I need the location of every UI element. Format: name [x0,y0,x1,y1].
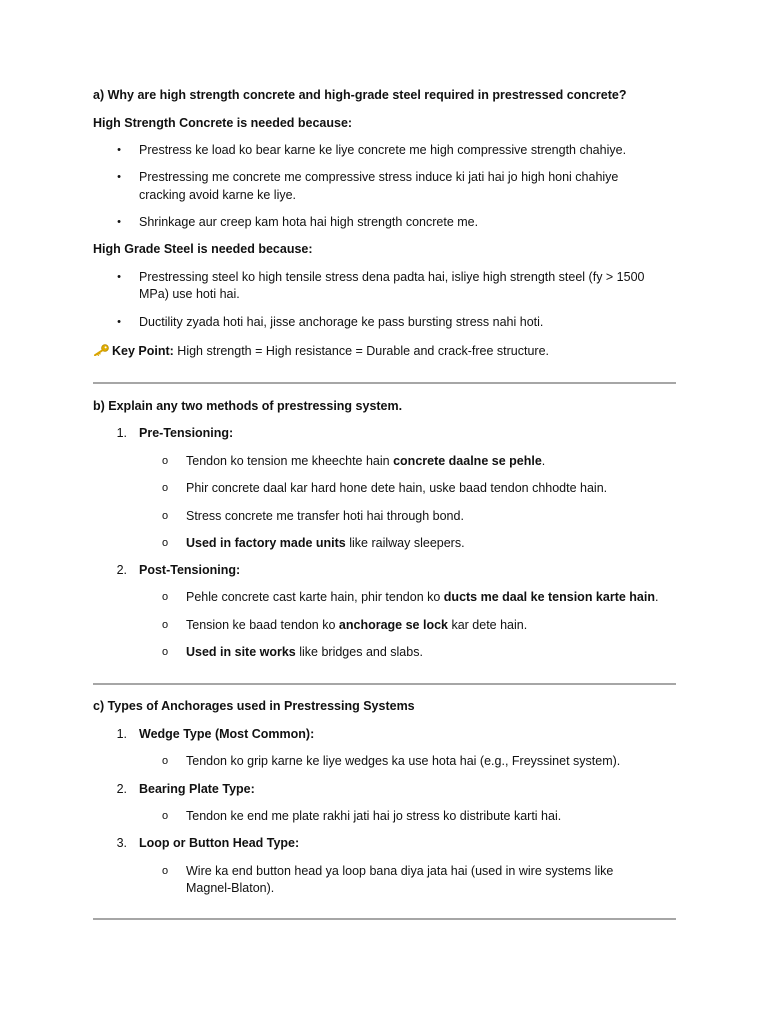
method-2-item-1 [186,589,658,606]
section-divider [93,382,676,384]
text-segment: . [654,590,659,604]
anchorage-type-3-title: Loop or Button Head Type: [139,836,300,850]
text-segment: Pehle concrete cast karte hain, phir tendon ko [186,590,444,604]
key-point [93,343,549,360]
sub-bullet: o [161,619,169,631]
list-number: 2. [116,563,127,577]
list-number: 1. [116,727,127,741]
sub-bullet: o [161,455,169,467]
method-2-title: Post-Tensioning: [139,563,241,577]
anchorage-type-1-title: Wedge Type (Most Common): [139,727,315,741]
text-segment: like railway sleepers. [345,536,465,550]
key-icon [93,344,109,356]
anchorage-type-1-item: Tendon ko grip karne ke liye wedges ka use hota hai (e.g., Freyssinet system). [186,754,621,768]
sub-bullet: o [161,865,169,877]
method-1-title: Pre-Tensioning: [139,426,234,440]
section-b-heading: b) Explain any two methods of prestressing system. [93,399,403,413]
emphasis: Used in site works [186,645,296,659]
text-segment: Tension ke baad tendon ko [186,618,339,632]
section-a-heading: a) Why are high strength concrete and high-grade steel required in prestressed concrete? [93,88,627,102]
hgs-item-2: Ductility zyada hoti hai, jisse anchorage ke pass bursting stress nahi hoti. [139,315,544,329]
list-number: 2. [116,782,127,796]
sub-bullet: o [161,482,169,494]
emphasis: anchorage se lock [338,618,448,632]
method-1-item-2: Phir concrete daal kar hard hone dete hain, uske baad tendon chhodte hain. [186,481,608,495]
text-segment: like bridges and slabs. [295,645,423,659]
hsc-item-2-line-1: Prestressing me concrete me compressive stress induce ki jati hai jo high honi chahiye [139,170,619,184]
hsc-title: High Strength Concrete is needed because: [93,116,353,130]
method-1-item-4 [186,535,465,552]
bullet: • [117,171,121,183]
hsc-item-2-line-2: cracking avoid karne ke liye. [139,188,297,202]
anchorage-type-2-item: Tendon ke end me plate rakhi jati hai jo stress ko distribute karti hai. [186,809,562,823]
text-segment: Tendon ko tension me kheechte hain [186,454,394,468]
method-1-item-1 [186,453,545,470]
bullet: • [117,144,121,156]
anchorage-type-3-item-line-2: Magnel-Blaton). [186,881,275,895]
list-number: 3. [116,836,127,850]
section-divider [93,918,676,920]
anchorage-type-3-item-line-1: Wire ka end button head ya loop bana diya jata hai (used in wire systems like [186,864,614,878]
text-segment: kar dete hain. [447,618,528,632]
bullet: • [117,271,121,283]
hsc-item-3: Shrinkage aur creep kam hota hai high strength concrete me. [139,215,479,229]
key-point-label: Key Point: [112,344,174,358]
bullet: • [117,216,121,228]
emphasis: Used in factory made units [186,536,346,550]
text-segment: . [541,454,546,468]
sub-bullet: o [161,591,169,603]
emphasis: concrete daalne se pehle [393,454,542,468]
sub-bullet: o [161,510,169,522]
method-1-item-3: Stress concrete me transfer hoti hai through bond. [186,509,464,523]
hgs-title: High Grade Steel is needed because: [93,242,313,256]
key-point-text: High strength = High resistance = Durable and crack-free structure. [173,344,549,358]
list-number: 1. [116,426,127,440]
hgs-item-1-line-2: MPa) use hoti hai. [139,287,240,301]
section-c-heading: c) Types of Anchorages used in Prestressing Systems [93,699,415,713]
sub-bullet: o [161,646,169,658]
hgs-item-1-line-1: Prestressing steel ko high tensile stress dena padta hai, isliye high strength steel (fy > 1500 [139,270,645,284]
sub-bullet: o [161,755,169,767]
bullet: • [117,316,121,328]
sub-bullet: o [161,810,169,822]
sub-bullet: o [161,537,169,549]
emphasis: ducts me daal ke tension karte hain [443,590,655,604]
method-2-item-3 [186,644,423,661]
section-divider [93,683,676,685]
anchorage-type-2-title: Bearing Plate Type: [139,782,255,796]
method-2-item-2 [186,617,527,634]
hsc-item-1: Prestress ke load ko bear karne ke liye concrete me high compressive strength chahiye. [139,143,627,157]
